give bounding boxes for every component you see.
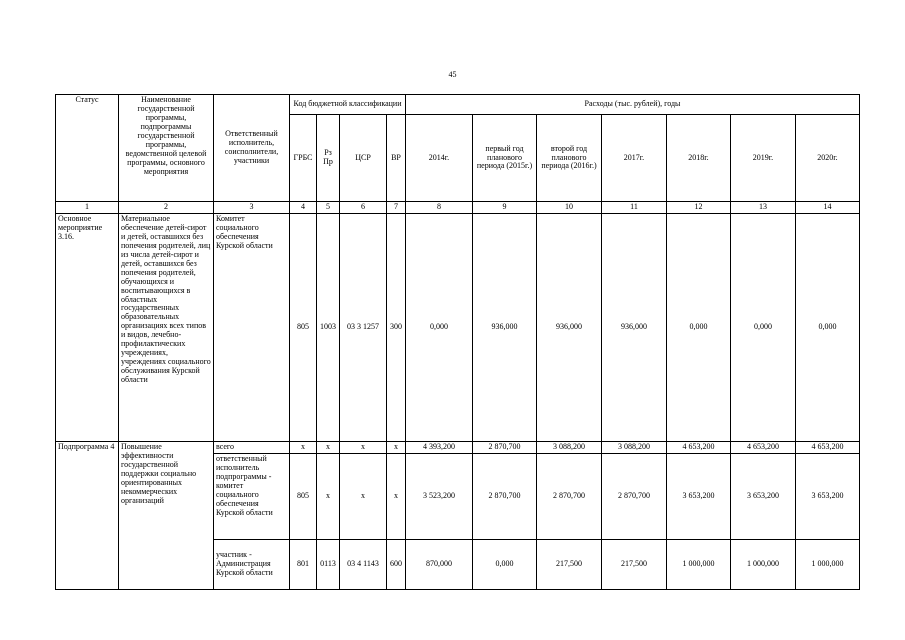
row-grbs: 805	[290, 453, 317, 539]
row-value-2015: 2 870,700	[473, 453, 537, 539]
row-csr: 03 4 1143	[340, 539, 387, 589]
row-rzpr: х	[317, 453, 340, 539]
column-number: 1	[56, 202, 119, 214]
row-csr: х	[340, 453, 387, 539]
table-row	[56, 441, 860, 453]
row-value-2018: 4 653,200	[667, 441, 731, 453]
row-rzpr: х	[317, 441, 340, 453]
column-number: 7	[387, 202, 406, 214]
row-value-2015: 936,000	[473, 213, 537, 441]
row-value-2016: 3 088,200	[537, 441, 602, 453]
row-value-2014: 4 393,200	[406, 441, 473, 453]
row-value-2020: 0,000	[796, 213, 860, 441]
column-number: 10	[537, 202, 602, 214]
column-number: 9	[473, 202, 537, 214]
column-number: 13	[731, 202, 796, 214]
row-grbs: 801	[290, 539, 317, 589]
header-csr: ЦСР	[340, 115, 387, 202]
column-number: 11	[602, 202, 667, 214]
header-expenses-group: Расходы (тыс. рублей), годы	[406, 95, 860, 115]
header-name: Наименование государственной программы, подпрограммы государственной программы, ведомственной целевой программы, основного мероприятия	[119, 95, 214, 202]
budget-table	[55, 94, 860, 590]
row-value-2019: 3 653,200	[731, 453, 796, 539]
column-number: 8	[406, 202, 473, 214]
row-value-2016: 217,500	[537, 539, 602, 589]
row-value-2017: 3 088,200	[602, 441, 667, 453]
row-value-2017: 2 870,700	[602, 453, 667, 539]
row-csr: х	[340, 441, 387, 453]
row-name: Материальное обеспечение детей-сирот и детей, оставшихся без попечения родителей, лиц из числа детей-сирот и детей, оставшихся без попечения родителей, обучающихся и воспитывающихся в областных государственных образовательных организациях всех типов и видов, лечебно-профилактических учреждениях, учреждениях социального обслуживания Курской области	[119, 213, 214, 441]
row-executor: ответственный исполнитель подпрограммы - комитет социального обеспечения Курской области	[214, 453, 290, 539]
row-value-2014: 870,000	[406, 539, 473, 589]
header-2017: 2017г.	[602, 115, 667, 202]
row-executor: Комитет социального обеспечения Курской области	[214, 213, 290, 441]
row-value-2019: 1 000,000	[731, 539, 796, 589]
row-name: Повышение эффективности государственной поддержки социально ориентированных некоммерческих организаций	[119, 441, 214, 589]
row-grbs: 805	[290, 213, 317, 441]
row-executor: всего	[214, 441, 290, 453]
row-rzpr: 0113	[317, 539, 340, 589]
page-number: 45	[448, 70, 457, 79]
row-vr: 600	[387, 539, 406, 589]
row-csr: 03 3 1257	[340, 213, 387, 441]
row-rzpr: 1003	[317, 213, 340, 441]
row-value-2014: 3 523,200	[406, 453, 473, 539]
row-status: Основное мероприятие 3.16.	[56, 213, 119, 441]
row-value-2018: 1 000,000	[667, 539, 731, 589]
header-2019: 2019г.	[731, 115, 796, 202]
header-executor: Ответственный исполнитель, соисполнители, участники	[214, 95, 290, 202]
header-2018: 2018г.	[667, 115, 731, 202]
header-vr: ВР	[387, 115, 406, 202]
column-number: 4	[290, 202, 317, 214]
header-grbs: ГРБС	[290, 115, 317, 202]
row-value-2014: 0,000	[406, 213, 473, 441]
column-number-row	[56, 202, 860, 214]
row-vr: х	[387, 441, 406, 453]
column-number: 2	[119, 202, 214, 214]
column-number: 3	[214, 202, 290, 214]
header-2020: 2020г.	[796, 115, 860, 202]
row-value-2019: 0,000	[731, 213, 796, 441]
row-value-2017: 217,500	[602, 539, 667, 589]
header-2015: первый год планового периода (2015г.)	[473, 115, 537, 202]
row-value-2018: 3 653,200	[667, 453, 731, 539]
column-number: 6	[340, 202, 387, 214]
row-value-2019: 4 653,200	[731, 441, 796, 453]
row-value-2015: 2 870,700	[473, 441, 537, 453]
row-status: Подпрограмма 4	[56, 441, 119, 589]
row-executor: участник - Администрация Курской области	[214, 539, 290, 589]
row-value-2020: 3 653,200	[796, 453, 860, 539]
table-row	[56, 213, 860, 441]
row-vr: 300	[387, 213, 406, 441]
row-value-2016: 2 870,700	[537, 453, 602, 539]
header-2014: 2014г.	[406, 115, 473, 202]
header-2016: второй год планового периода (2016г.)	[537, 115, 602, 202]
row-value-2020: 4 653,200	[796, 441, 860, 453]
header-code-group: Код бюджетной классификации	[290, 95, 406, 115]
row-value-2020: 1 000,000	[796, 539, 860, 589]
row-vr: х	[387, 453, 406, 539]
row-value-2015: 0,000	[473, 539, 537, 589]
header-rzpr: Рз Пр	[317, 115, 340, 202]
row-value-2017: 936,000	[602, 213, 667, 441]
column-number: 12	[667, 202, 731, 214]
header-status: Статус	[56, 95, 119, 202]
column-number: 5	[317, 202, 340, 214]
row-value-2018: 0,000	[667, 213, 731, 441]
row-grbs: х	[290, 441, 317, 453]
column-number: 14	[796, 202, 860, 214]
row-value-2016: 936,000	[537, 213, 602, 441]
